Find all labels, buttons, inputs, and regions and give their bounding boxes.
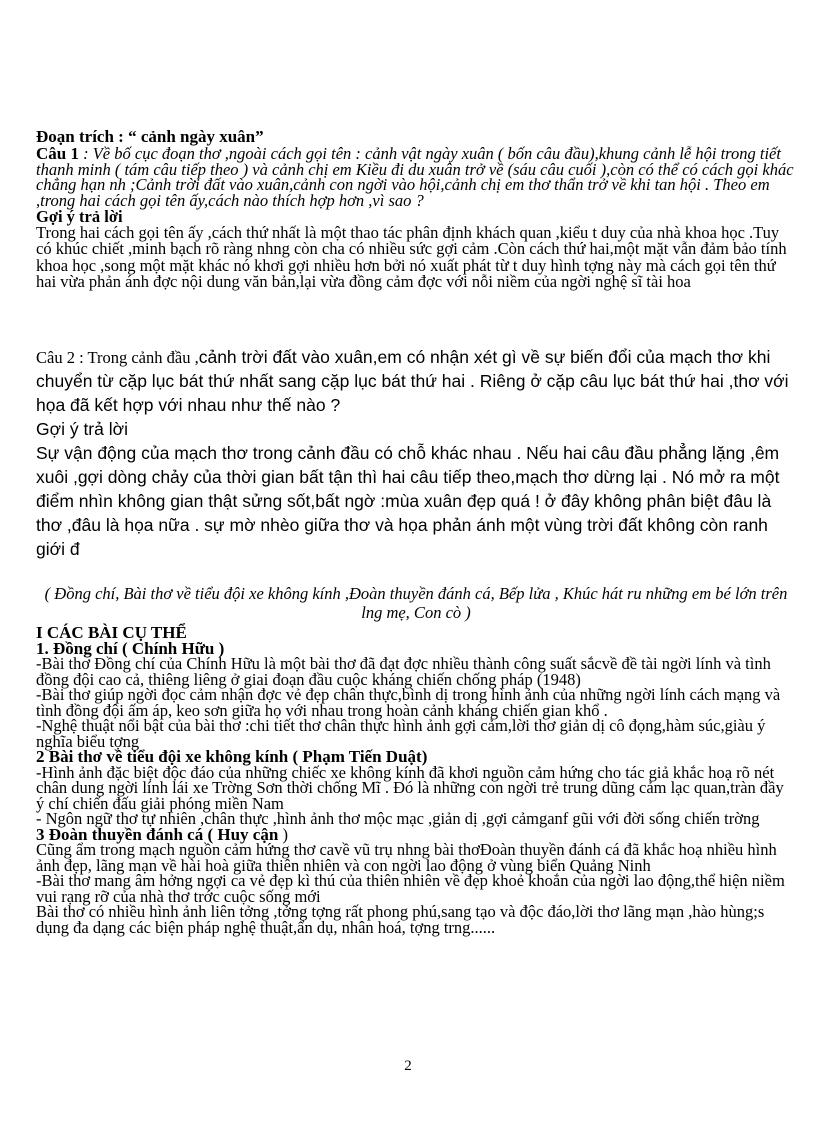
question-2-body: cảnh trời đất vào xuân,em có nhận xét gì về sự biến đổi của mạch thơ khi chuyển từ cặp lục bát thứ nhất sang cặp lục bát thứ hai . Riêng ở cặp câu lục bát thứ hai ,thơ với họa đã kết hợp với nhau như thế nào ? <box>36 347 789 415</box>
question-2-text <box>36 345 796 417</box>
work-3-title-bold: 3 Đoàn thuyền đánh cá ( Huy cận <box>36 824 279 844</box>
answer-1-text: Trong hai cách gọi tên ấy ,cách thứ nhất là một thao tác phân định khách quan ,kiểu t duy của nhà khoa học .Tuy có khúc chiết ,minh bạch rõ ràng nhng còn cha có nhiều sức gợi cảm .Còn cách thứ hai,một mặt vẫn đảm bảo tính khoa học ,song một mặt khác nó khơi gợi nhiều hơn bởi nó xuất phát từ t duy hình tợng này mà cách gọi tên thứ hai vừa phản ánh đợc nội dung văn bản,lại vừa đồng cảm đợc với nỗi niềm của ngời nghệ sĩ tài hoa <box>36 222 787 291</box>
answer-heading-2: Gợi ý trả lời <box>36 419 128 439</box>
answer-2-text: Sự vận động của mạch thơ trong cảnh đầu có chỗ khác nhau . Nếu hai câu đầu phẳng lặng ,êm xuôi ,gợi dòng chảy của thời gian bất tận thì hai câu tiếp theo,mạch thơ dừng lại . Nó mở ra một điểm nhìn không gian thật sửng sốt,bất ngờ :mùa xuân đẹp quá ! ở đây không phân biệt đâu là thơ ,đâu là họa nữa . sự mờ nhèo giữa thơ và họa phản ánh một vùng trời đất không còn ranh giới đ <box>36 443 780 559</box>
question-1-label: Câu 1 <box>36 144 79 163</box>
section-specific-works <box>36 625 796 935</box>
work-2-title: 2 Bài thơ về tiểu đội xe không kính ( Phạm Tiến Duật) <box>36 747 428 766</box>
work-3-line-2: -Bài thơ mang âm hởng ngợi ca vẻ đẹp kì thú của thiên nhiên về đẹp khoẻ khoắn của ngời lao động,thể hiện niềm vui rạng rỡ của nhà thơ trớc cuộc sống mới <box>36 871 785 906</box>
answer-heading-1: Gợi ý trả lời <box>36 207 123 226</box>
section-heading: I CÁC BÀI CỤ THỂ <box>36 623 187 642</box>
work-2-line-2: - Ngôn ngữ thơ tự nhiên ,chân thực ,hình ảnh thơ mộc mạc ,giản dị ,gợi cảmganf gũi với đời sống chiến trờng <box>36 809 760 828</box>
work-2-line-1: -Hình ảnh đặc biệt độc đáo của những chiếc xe không kính đã khơi nguồn cảm hứng cho tác giả khắc hoạ rõ nét chân dung ngời lính lái xe Trờng Sơn thời chống Mĩ . Đó là những con ngời trẻ trung dũng cảm lạc quan,tràn đầy ý chí chiến đấu giải phóng miền Nam <box>36 762 784 813</box>
question-1-text: : Về bố cục đoạn thơ ,ngoài cách gọi tên : cảnh vật ngày xuân ( bốn câu đầu),khung cảnh lễ hội trong tiết thanh minh ( tám câu tiếp theo ) và cảnh chị em Kiều đi du xuân trở về (sáu câu cuối ),còn có thể có cách gọi khác chẳng hạn nh ;Cảnh trời đất vào xuân,cảnh con ngời vào hội,cảnh chị em thơ thẩn trở về khi tan hội . Theo em ,trong hai cách gọi tên ấy,cách nào thích hợp hơn ,vì sao ? <box>36 144 794 210</box>
work-1-line-1: -Bài thơ Đồng chí của Chính Hữu là một bài thơ đã đạt đợc nhiều thành công suất sắcvề đề tài ngời lính và tình đồng đội cao cả, thiêng liêng ở giai đoạn đầu cuộc kháng chiến chống pháp (1948) <box>36 654 771 689</box>
excerpt-title: Đoạn trích : “ cảnh ngày xuân” <box>36 127 264 146</box>
poem-list <box>36 584 796 622</box>
question-1 <box>36 146 796 208</box>
work-3-title-rest: ) <box>278 824 288 844</box>
section-question-2 <box>36 345 796 561</box>
page-number: 2 <box>404 1058 412 1074</box>
work-3-line-1: Cũng ẩm trong mạch nguồn cảm hứng thơ cavề vũ trụ nhng bài thơĐoàn thuyền đánh cá đã khắc hoạ nhiều hình ảnh đẹp, lãng mạn về hài hoà giữa thiên nhiên và con ngời lao động ở vùng biển Quảng Ninh <box>36 840 777 875</box>
work-3-line-3: Bài thơ có nhiều hình ảnh liên tởng ,tởng tợng rất phong phú,sang tạo và độc đáo,lời thơ lãng mạn ,hào hùng;s dụng đa dạng các biện pháp nghệ thuật,ẩn dụ, nhân hoá, tợng trng...... <box>36 902 765 937</box>
work-1-line-2: -Bài thơ giúp ngời đọc cảm nhận đợc vẻ đẹp chân thực,bình dị trong hình ảnh của những ngời lính cách mạng và tình đồng đội ấm áp, keo sơn giữa họ với nhau trong hoàn cảnh kháng chiến gian khổ . <box>36 685 781 720</box>
poem-list-text: ( Đồng chí, Bài thơ về tiểu đội xe không kính ,Đoàn thuyền đánh cá, Bếp lửa , Khúc hát ru những em bé lớn trên lng mẹ, Con cò ) <box>44 584 788 622</box>
work-1-line-3: -Nghệ thuật nổi bật của bài thơ :chi tiết thơ chân thực hình ảnh gợi cảm,lời thơ giản dị cô đọng,hàm súc,giàu ý nghĩa biểu tợng <box>36 716 766 751</box>
section-excerpt <box>36 128 796 291</box>
work-1-title: 1. Đồng chí ( Chính Hữu ) <box>36 638 225 658</box>
question-2-prefix: Câu 2 : Trong cảnh đầu , <box>36 348 199 367</box>
